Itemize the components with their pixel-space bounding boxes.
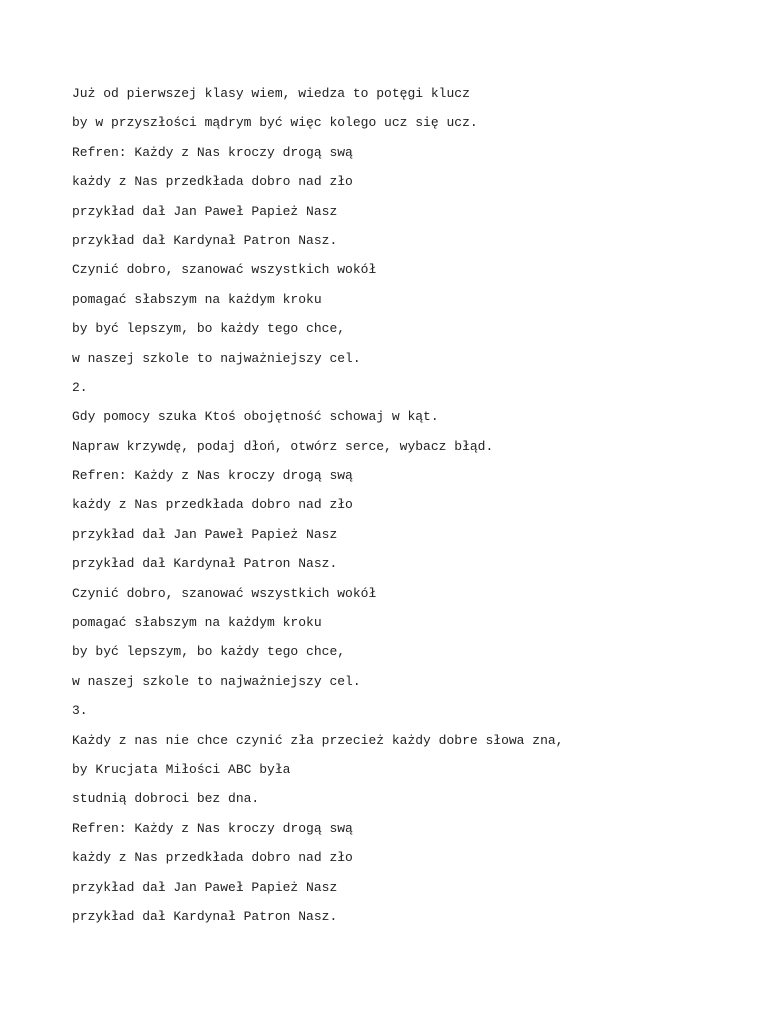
text-line: każdy z Nas przedkłada dobro nad zło — [72, 174, 353, 190]
text-line: przykład dał Jan Paweł Papież Nasz — [72, 203, 338, 219]
verse-number: 2. — [72, 379, 88, 395]
text-line: Refren: Każdy z Nas kroczy drogą swą — [72, 144, 353, 160]
text-line: w naszej szkole to najważniejszy cel. — [72, 673, 361, 689]
text-line: w naszej szkole to najważniejszy cel. — [72, 350, 361, 366]
text-line: by w przyszłości mądrym być więc kolego ucz się ucz. — [72, 115, 478, 131]
text-line: Gdy pomocy szuka Ktoś obojętność schowaj w kąt. — [72, 409, 439, 425]
text-line: Napraw krzywdę, podaj dłoń, otwórz serce, wybacz błąd. — [72, 438, 494, 454]
text-line: Czynić dobro, szanować wszystkich wokół — [72, 585, 377, 601]
text-line: studnią dobroci bez dna. — [72, 791, 260, 807]
text-line: by Krucjata Miłości ABC była — [72, 761, 291, 777]
text-line: by być lepszym, bo każdy tego chce, — [72, 644, 346, 660]
text-line: by być lepszym, bo każdy tego chce, — [72, 321, 346, 337]
text-line: pomagać słabszym na każdym kroku — [72, 291, 322, 307]
text-line: Refren: Każdy z Nas kroczy drogą swą — [72, 820, 353, 836]
text-line: przykład dał Kardynał Patron Nasz. — [72, 556, 338, 572]
text-line: pomagać słabszym na każdym kroku — [72, 615, 322, 631]
text-line: Refren: Każdy z Nas kroczy drogą swą — [72, 468, 353, 484]
text-line: Każdy z nas nie chce czynić zła przecież każdy dobre słowa zna, — [72, 732, 564, 748]
verse-number: 3. — [72, 703, 88, 719]
text-line: przykład dał Jan Paweł Papież Nasz — [72, 526, 338, 542]
text-line: Czynić dobro, szanować wszystkich wokół — [72, 262, 377, 278]
document-page — [72, 84, 732, 936]
text-line: przykład dał Kardynał Patron Nasz. — [72, 908, 338, 924]
text-line: każdy z Nas przedkłada dobro nad zło — [72, 850, 353, 866]
text-line: przykład dał Kardynał Patron Nasz. — [72, 232, 338, 248]
text-line: każdy z Nas przedkłada dobro nad zło — [72, 497, 353, 513]
text-line: Już od pierwszej klasy wiem, wiedza to potęgi klucz — [72, 86, 470, 101]
text-line: przykład dał Jan Paweł Papież Nasz — [72, 879, 338, 895]
